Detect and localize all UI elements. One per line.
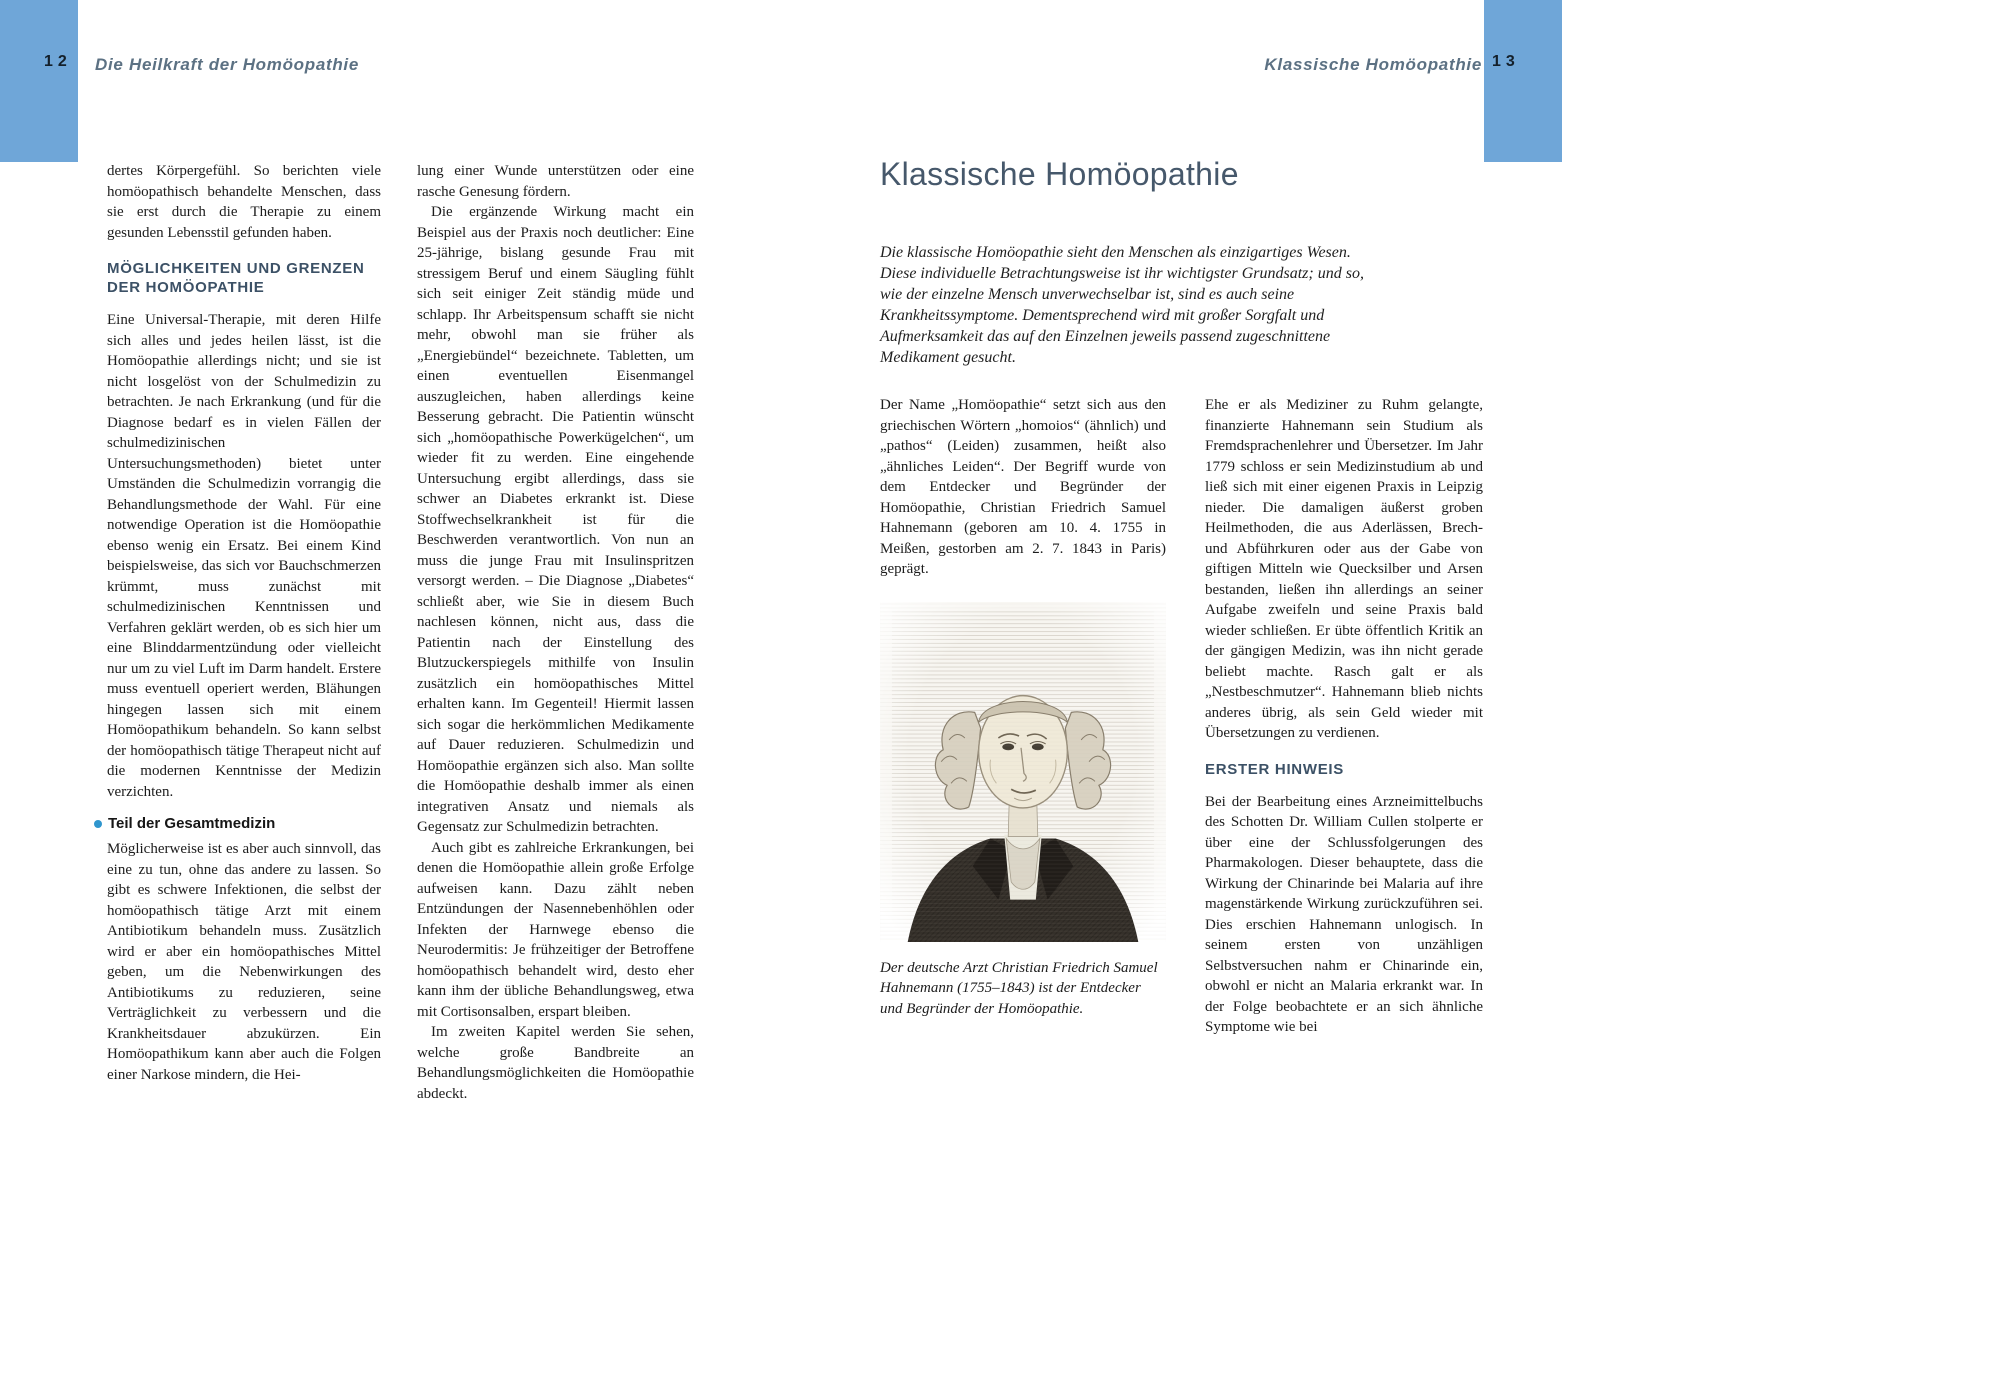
left-page-column-1 [107, 161, 381, 1085]
body-paragraph: lung einer Wunde unterstützen oder eine rasche Genesung fördern. [417, 163, 694, 200]
subsection-heading [107, 814, 381, 834]
body-paragraph: dertes Körpergefühl. So berichten viele homöopathisch behandelte Menschen, dass sie erst durch die Therapie zu einem gesunden Lebensstil gefunden haben. [107, 163, 381, 241]
page-number-right: 13 [1492, 53, 1520, 70]
body-paragraph: Eine Universal-Therapie, mit deren Hilfe sich alles und jedes heilen lässt, ist die Homöopathie allerdings nicht; und sie ist nicht losgelöst von der Schulmedizin zu betrachten. Je nach Erkrankung (und für die Diagnose bedarf es in vielen Fällen der schulmedizinischen Untersuchungsmethoden) bietet unter Umständen die Schulmedizin vorrangig die Behandlungsmethode der Wahl. Für eine notwendige Operation ist die Homöopathie ebenso wenig ein Ersatz. Bei einem Kind beispielsweise, das sich vor Bauchschmerzen krümmt, muss zunächst mit schulmedizinischen Kenntnissen und Verfahren geklärt werden, ob es sich hier um eine Blinddarmentzündung oder vielleicht nur um zu viel Luft im Darm handelt. Erstere muss eventuell operiert werden, Blähungen hingegen lassen sich mit einem Homöopathikum behandeln. So kann selbst der homöopathisch tätige Therapeut nicht auf die modernen Kenntnisse der Medizin verzichten. [107, 312, 381, 800]
bullet-icon [94, 820, 102, 828]
subsection-heading-label: Teil der Gesamtmedizin [108, 815, 276, 832]
right-page-column-1 [880, 395, 1166, 1019]
hahnemann-engraving-image [880, 602, 1166, 942]
body-paragraph: Möglicherweise ist es aber auch sinnvoll, das eine zu tun, ohne das andere zu lassen. So gibt es schwere Infektionen, die selbst der homöopathisch tätige Arzt mit einem Antibiotikum behandeln muss. Zusätzlich wird er aber ein homöopathisches Mittel geben, um die Nebenwirkungen des Antibiotikums zu reduzieren, seine Verträglichkeit zu verbessern und die Krankheitsdauer abzukürzen. Ein Homöopathikum kann aber auch die Folgen einer Narkose mindern, die Hei- [107, 841, 381, 1083]
accent-bar-left [0, 0, 78, 162]
running-header-left: Die Heilkraft der Homöopathie [95, 55, 360, 74]
body-paragraph: Der Name „Homöopathie“ setzt sich aus den griechischen Wörtern „homoios“ (ähnlich) und „pathos“ (Leiden) zusammen, heißt also „ähnliches Leiden“. Der Begriff wurde von dem Entdecker und Begründer der Homöopathie, Christian Friedrich Samuel Hahnemann (geboren am 10. 4. 1755 in Meißen, gestorben am 2. 7. 1843 in Paris) geprägt. [880, 397, 1166, 577]
running-header-right: Klassische Homöopathie [1264, 55, 1482, 74]
accent-bar-right [1484, 0, 1562, 162]
page-number-left: 12 [44, 53, 72, 70]
chapter-title: Klassische Homöopathie [880, 156, 1239, 192]
section-heading: ERSTER HINWEIS [1205, 760, 1344, 778]
section-heading: MÖGLICHKEITEN UND GRENZEN DER HOMÖOPATHIE [107, 260, 365, 296]
body-paragraph: Ehe er als Mediziner zu Ruhm gelangte, finanzierte Hahnemann sein Studium als Fremdsprachenlehrer und Übersetzer. Im Jahr 1779 schloss er sein Medizinstudium ab und ließ sich mit einer eigenen Praxis in Leipzig nieder. Die damaligen äußerst groben Heilmethoden, die aus Aderlässen, Brech- und Abführkuren oder aus der Gabe von giftigen Mitteln wie Quecksilber und Arsen bestanden, ließen ihn allerdings an seiner Aufgabe zweifeln und seine Praxis bald wieder schließen. Er übte öffentlich Kritik an der gängigen Medizin, was ihn nicht gerade beliebt machte. Rasch galt er als „Nestbeschmutzer“. Hahnemann blieb nichts anderes übrig, als sein Geld wieder mit Übersetzungen zu verdienen. [1205, 397, 1483, 741]
right-page-column-2 [1205, 395, 1483, 1038]
left-page-column-2 [417, 161, 694, 1104]
body-paragraph: Bei der Bearbeitung eines Arzneimittelbuchs des Schotten Dr. William Cullen stolperte er über eine der Schlussfolgerungen des Pharmakologen. Dieser behauptete, dass die Wirkung der Chinarinde bei Malaria auf ihre magenstärkende Wirkung zurückzuführen sei. Dies erschien Hahnemann unlogisch. In seinem ersten von unzähligen Selbstversuchen nahm er Chinarinde ein, obwohl er nicht an Malaria erkrankt war. In der Folge beobachtete er an sich ähnliche Symptome wie bei [1205, 793, 1483, 1035]
chapter-lead: Die klassische Homöopathie sieht den Menschen als einzigartiges Wesen. Diese individuelle Betrachtungsweise ist ihr wichtigster Grundsatz; und so, wie der einzelne Mensch unverwechselbar ist, sind es auch seine Krankheitssymptome. Dementsprechend wird mit großer Sorgfalt und Aufmerksamkeit das auf den Einzelnen jeweils passend zugeschnittene Medikament gesucht. [880, 244, 1364, 366]
body-paragraph: Die ergänzende Wirkung macht ein Beispiel aus der Praxis noch deutlicher: Eine 25-jährige, bislang gesunde Frau mit stressigem Beruf und einem Säugling fühlt sich seit einiger Zeit ständig müde und schlapp. Ihr Arbeitspensum schafft sie nicht mehr, obwohl man sie früher als „Energiebündel“ bezeichnete. Tabletten, um einen eventuellen Eisenmangel auszugleichen, haben allerdings keine Besserung gebracht. Die Patientin wünscht sich „homöopathische Powerkügelchen“, um wieder fit zu werden. Eine eingehende Untersuchung ergibt allerdings, dass sie schwer an Diabetes erkrankt ist. Diese Stoffwechselkrankheit ist für die Beschwerden verantwortlich. Von nun an muss die junge Frau mit Insulinspritzen versorgt werden. – Die Diagnose „Diabetes“ schließt aber, wie Sie in diesem Buch nachlesen können, nicht aus, dass die Patientin nach der Einstellung des Blutzuckerspiegels mithilfe von Insulin zusätzlich ein homöopathisches Mittel erhalten kann. Im Gegenteil! Hiermit lassen sich sogar die herkömmlichen Medikamente auf Dauer reduzieren. Schulmedizin und Homöopathie ergänzen sich also. Man sollte die Homöopathie deshalb immer als einen integrativen Ansatz und niemals als Gegensatz zur Schulmedizin betrachten. [417, 204, 694, 835]
image-caption: Der deutsche Arzt Christian Friedrich Samuel Hahnemann (1755–1843) ist der Entdecker und Begründer der Homöopathie. [880, 959, 1158, 1017]
body-paragraph: Auch gibt es zahlreiche Erkrankungen, bei denen die Homöopathie allein große Erfolge aufweisen kann. Dazu zählt neben Entzündungen der Nasennebenhöhlen oder Infekten der Harnwege ebenso die Neurodermitis: Je frühzeitiger der Betroffene homöopathisch behandelt wird, desto eher kann ihm der übliche Behandlungsweg, etwa mit Cortisonsalben, erspart bleiben. [417, 839, 694, 1020]
body-paragraph: Im zweiten Kapitel werden Sie sehen, welche große Bandbreite an Behandlungsmöglichkeiten die Homöopathie abdeckt. [417, 1024, 694, 1102]
hahnemann-portrait [880, 602, 1166, 1020]
